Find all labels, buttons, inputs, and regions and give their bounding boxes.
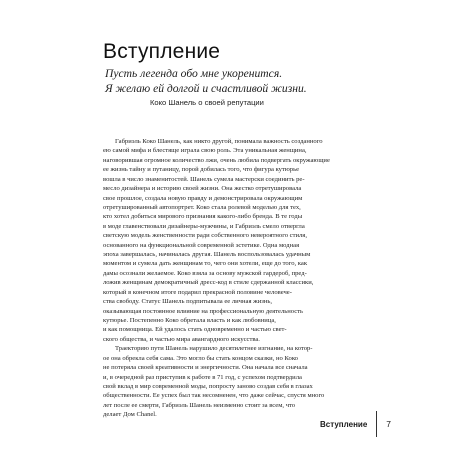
body-line: месло дизайнера и историю своей жизни. Она жестко отретушировала [103,185,302,193]
body-line: ложив женщинам демократичный дресс-код в стиле сдержанной классики, [103,279,314,287]
body-line: ое она обрекла себя сама. Это могло бы стать концом сказки, но Коко [103,354,298,362]
body-line: общественности. Ее успех был так несомненен, что даже сейчас, спустя много [103,392,325,400]
body-line: Траекторию пути Шанель нарушило десятилетнее изгнание, на котор- [115,345,313,353]
body-line: и как помощница. Ей удалось стать одновременно и частью свет- [103,326,287,334]
body-line: дамы осознали желаемое. Коко взяла за основу мужской гардероб, пред- [103,269,307,277]
body-line: делает Дом Chanel. [103,411,157,419]
epigraph-line: Пусть легенда обо мне укоренится. [105,67,283,80]
body-line: оказывающая постоянное влияние на профессиональную деятельность [103,307,304,315]
body-line: кто хотел добиться мирового признания какого-либо бренда. В те годы [103,213,303,221]
body-line: свое прошлое, создала новую правду и демонстрировала окружающим [103,194,303,202]
body-line: кутюрье. Постепенно Коко обретала власть и как любовница, [103,317,276,325]
body-line: светскую модель женственности ради собственного невероятного стиля, [103,232,307,240]
page-number: 7 [386,419,391,429]
body-line: свой вклад в мир современной моды, попросту заново создав себя в глазах [103,382,313,390]
body-line: Габриэль Коко Шанель, как никто другой, понимала важность созданного [115,138,323,145]
epigraph [105,67,385,96]
body-line: наговорившая огромное количество лжи, очень любила подвергать окружающие [103,156,330,164]
body-text [103,137,367,420]
epigraph-attribution: Коко Шанель о своей репутации [150,98,264,107]
body-line: ского общества, и частью мира авангардного искусства. [103,335,260,343]
body-line: ею самой мифа и блестяще играла свою роль. Эта уникальная женщина, [103,147,307,155]
body-line: и, в очередной раз приступив к работе в 71 год, с успехом подтвердила [103,373,302,381]
body-line: не потеряла своей креативности и энергичности. Она начала все сначала [103,364,308,372]
body-line: эпоха завершалась, начиналась другая. Шанель воспользовалась удачным [103,251,311,259]
body-line: лет после ее смерти, Габриэль Шанель неизменно стоит за всем, что [103,401,296,409]
body-line: ства свободу. Статус Шанель подпитывала ее личная жизнь, [103,298,273,306]
page-footer [320,411,391,437]
running-head: Вступление [320,419,368,429]
body-line: в моде главенствовали дизайнеры-мужчины, и Габриэль смело отвергла [103,222,305,230]
body-line: основанного на функциональной современной эстетике. Одна модная [103,241,300,249]
epigraph-line: Я желаю ей долгой и счастливой жизни. [105,81,307,95]
chapter-title: Вступление [103,40,221,63]
body-line: вошла в число знаменитостей. Шанель сумела мастерски соединить ре- [103,175,305,183]
body-line: который в конечном итоге подарил прекрасной половине человече- [103,288,292,296]
body-line: моментом и сумела дать женщинам то, чего они хотели, еще до того, как [103,260,308,268]
body-line: ее жизнь тайну и путаницу, порой добилась того, что фигура кутюрье [103,166,300,174]
body-line: отретушированный автопортрет. Коко стала ролевой моделью для тех, [103,203,301,211]
